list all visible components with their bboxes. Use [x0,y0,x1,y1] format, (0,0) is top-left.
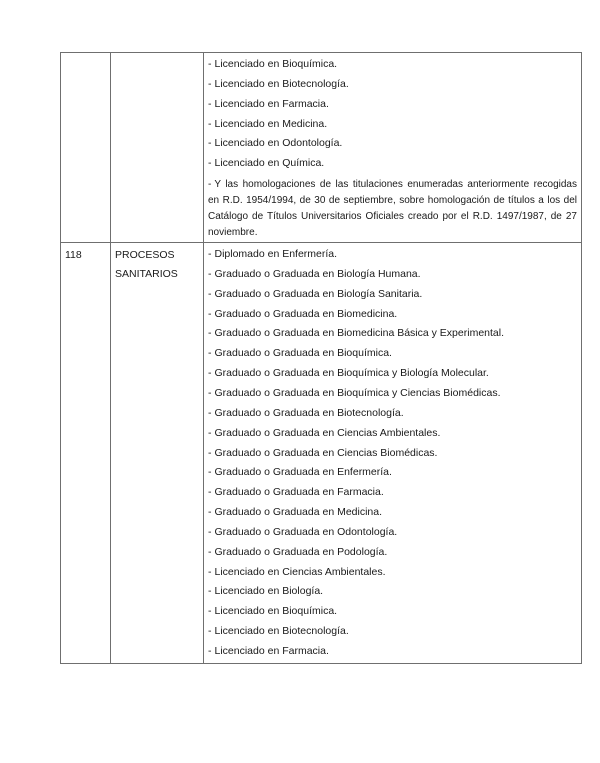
specialty-code-cell [61,53,111,243]
list-item: - Graduado o Graduada en Biología Sanitaria. [208,287,423,300]
list-item: - Graduado o Graduada en Bioquímica. [208,347,392,360]
titles-list [208,245,577,662]
list-item: - Graduado o Graduada en Ciencias Ambientales. [208,426,441,439]
list-item: - Graduado o Graduada en Biología Humana. [208,267,421,280]
list-item: - Licenciado en Ciencias Ambientales. [208,565,386,578]
specialty-code-cell: 118 [61,243,111,664]
list-item: - Graduado o Graduada en Odontología. [208,525,398,538]
list-item: - Graduado o Graduada en Bioquímica y Biología Molecular. [208,367,489,380]
list-item: - Graduado o Graduada en Biotecnología. [208,406,404,419]
list-item: - Licenciado en Bioquímica. [208,58,338,70]
table-row [61,243,582,664]
table-row [61,53,582,243]
list-item: - Graduado o Graduada en Bioquímica y Ciencias Biomédicas. [208,386,501,399]
titles-cell [204,243,582,664]
list-item: - Licenciado en Biotecnología. [208,77,349,90]
list-item: - Diplomado en Enfermería. [208,248,338,261]
list-item: - Licenciado en Biología. [208,585,324,598]
list-item: - Licenciado en Biotecnología. [208,625,349,638]
list-item: - Licenciado en Química. [208,157,325,170]
list-item: - Graduado o Graduada en Biomedicina Básica y Experimental. [208,327,504,340]
homologation-note: - Y las homologaciones de las titulaciones enumeradas anteriormente recogidas en R.D. 1954/1994, de 30 de septiembre, sobre homologación de títulos a los del Catálogo de Títulos Universitarios Oficiales creado por el R.D. 1497/1987, de 27 noviembre. [208,179,577,239]
list-item: - Licenciado en Farmacia. [208,644,329,657]
list-item: - Licenciado en Medicina. [208,117,328,130]
titles-cell [204,53,582,243]
list-item: - Graduado o Graduada en Farmacia. [208,486,384,499]
list-item: - Licenciado en Bioquímica. [208,605,338,618]
list-item: - Graduado o Graduada en Enfermería. [208,466,392,479]
list-item: - Graduado o Graduada en Podología. [208,545,388,558]
list-item: - Licenciado en Odontología. [208,137,343,150]
list-item: - Licenciado en Farmacia. [208,97,329,110]
list-item: - Graduado o Graduada en Medicina. [208,506,383,519]
specialty-name-cell [111,53,204,243]
titles-list [208,55,577,241]
qualifications-table [60,52,582,664]
specialty-name-cell: PROCESOS SANITARIOS [111,243,204,664]
list-item: - Graduado o Graduada en Biomedicina. [208,307,398,320]
list-item: - Graduado o Graduada en Ciencias Biomédicas. [208,446,438,459]
